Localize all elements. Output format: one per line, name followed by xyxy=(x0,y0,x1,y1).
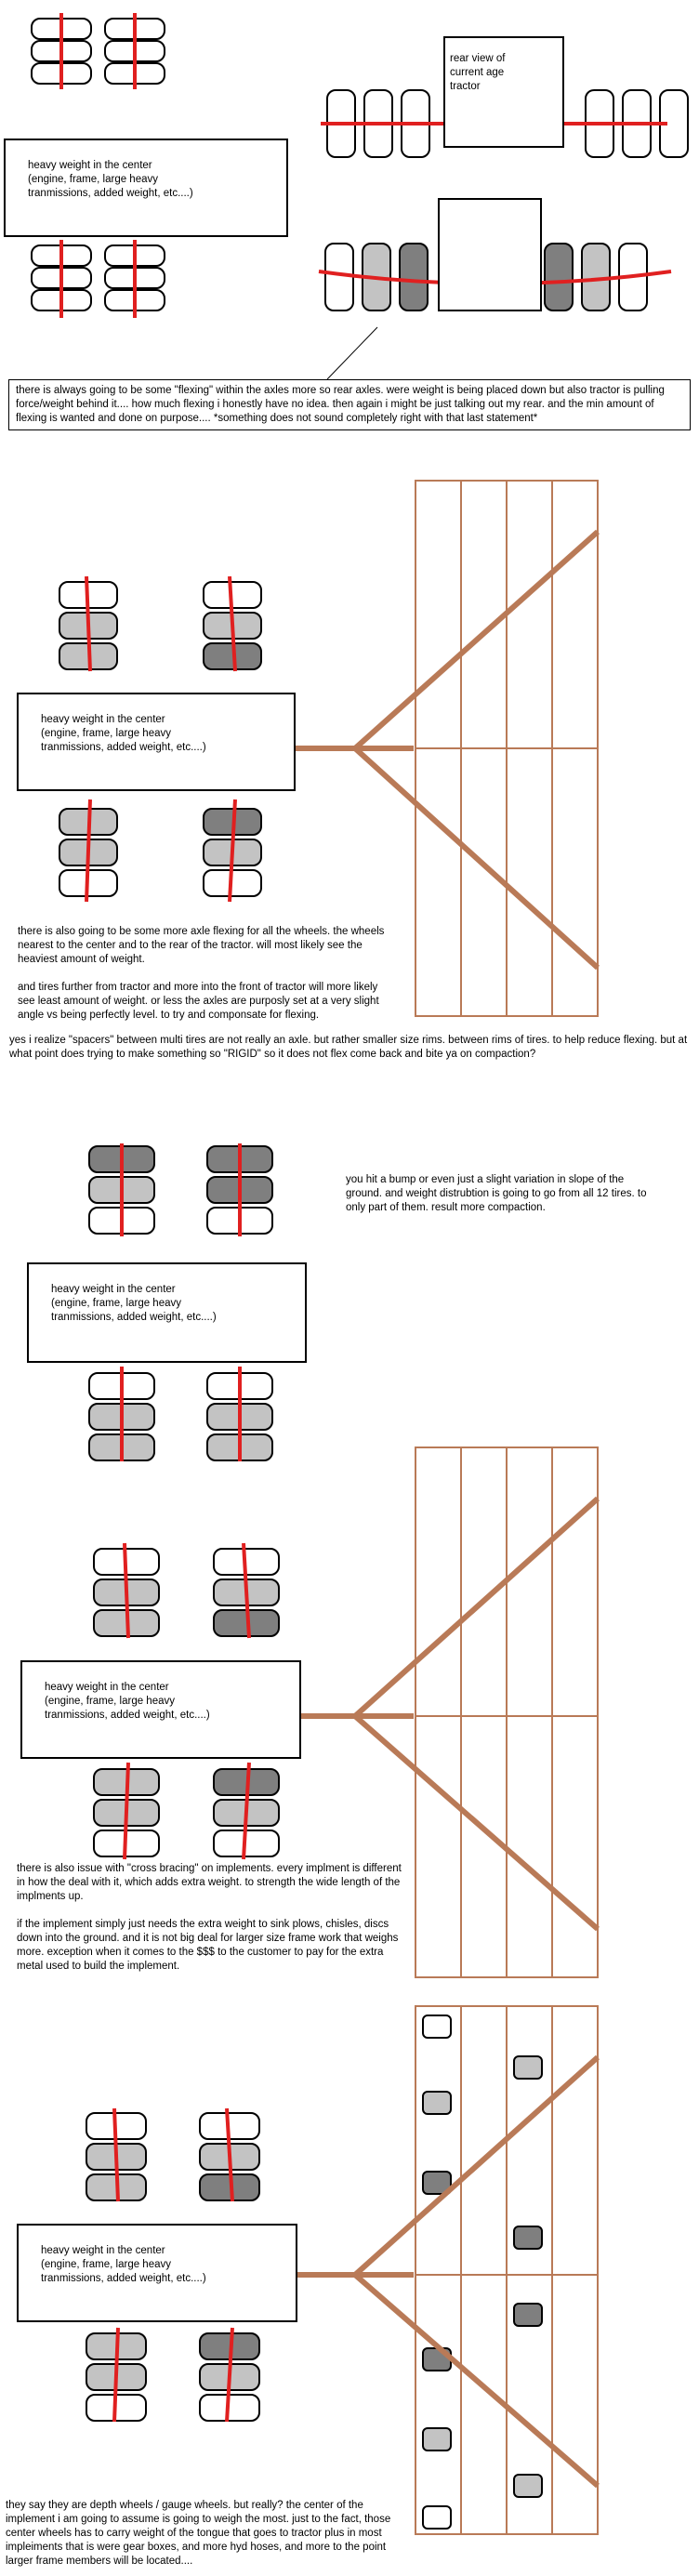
heavy-weight-box-2 xyxy=(17,693,296,791)
heavy-line-2: (engine, frame, large heavy xyxy=(45,1696,175,1707)
note-depth-wheels xyxy=(6,2499,396,2569)
frame-brace xyxy=(355,532,598,748)
gauge-wheel xyxy=(514,2226,542,2249)
heavy-line-1: heavy weight in the center xyxy=(41,2245,165,2256)
gauge-wheel xyxy=(514,2056,542,2079)
rear-view-line-3: tractor xyxy=(450,81,481,92)
frame-brace xyxy=(355,2275,598,2486)
heavy-line-1: heavy weight in the center xyxy=(51,1284,176,1295)
heavy-weight-box-1 xyxy=(4,139,288,237)
note-cross-bracing-para-2: if the implement simply just needs the extra weight to sink plows, chisles, discs down into the ground. and it is not big deal for larger size frame work that weighs more. exception when it comes to the $$$ to the customer to pay for the extra metal used to build the implement. xyxy=(17,1919,399,1972)
heavy-line-2: (engine, frame, large heavy xyxy=(41,2259,171,2270)
spacer xyxy=(18,967,389,981)
note-flexing-axles xyxy=(8,379,691,430)
gauge-wheel xyxy=(423,2092,451,2114)
note-spacers xyxy=(9,1034,692,1062)
note-bump-text: you hit a bump or even just a slight variation in slope of the ground. and weight distrubtion is going to go from all 12 tires. to only part of them. result more compaction. xyxy=(346,1174,647,1213)
frame-brace xyxy=(355,1499,598,1716)
gauge-wheel xyxy=(423,2015,451,2038)
heavy-weight-box-5 xyxy=(17,2224,297,2322)
tire xyxy=(400,244,428,310)
tractor-body-rear-flexed xyxy=(439,199,541,310)
note-axle-flex-para-1: there is also going to be some more axle flexing for all the wheels. the wheels nearest to the center and to the rear of the tractor. will most likely see the heaviest amount of weight. xyxy=(18,926,385,965)
spacer xyxy=(17,1904,407,1918)
heavy-line-2: (engine, frame, large heavy xyxy=(51,1298,181,1309)
frame-brace xyxy=(355,2057,598,2275)
heavy-weight-box-4 xyxy=(20,1660,301,1759)
note-axle-flex-para-2: and tires further from tractor and more into the front of tractor will more likely see least amount of weight. or less the axles are purposly set at a very slight angle vs being perfectly level. to try and componsate for flexing. xyxy=(18,982,379,1021)
note-flexing-axles-text: there is always going to be some "flexing" within the axles more so rear axles. were weight is being placed down but also tractor is pulling force/weight behind it.... how much flexing i honestly have no idea. then again i might be just talking out my rear. and the min amount of flexing is wanted and done on purpose.... *something does not sound completely right with that last statement* xyxy=(16,385,665,424)
pointer-line xyxy=(327,327,377,379)
note-cross-bracing-para-1: there is also issue with "cross bracing" on implements. every implment is different in how the deal with it, which adds extra weight. to strength the wide length of the implments up. xyxy=(17,1863,402,1902)
heavy-line-3: tranmissions, added weight, etc....) xyxy=(41,2273,206,2284)
heavy-line-1: heavy weight in the center xyxy=(28,160,152,171)
note-bump xyxy=(346,1173,653,1215)
heavy-weight-box-3 xyxy=(27,1262,307,1363)
heavy-line-3: tranmissions, added weight, etc....) xyxy=(28,188,193,199)
rear-view-label xyxy=(450,52,547,94)
heavy-line-3: tranmissions, added weight, etc....) xyxy=(45,1710,210,1721)
gauge-wheel xyxy=(423,2506,451,2529)
heavy-line-2: (engine, frame, large heavy xyxy=(41,728,171,739)
heavy-line-1: heavy weight in the center xyxy=(41,714,165,725)
implement-frame-group xyxy=(296,481,598,2534)
frame-brace xyxy=(355,748,598,968)
tire xyxy=(545,244,573,310)
heavy-line-3: tranmissions, added weight, etc....) xyxy=(41,742,206,753)
implement-frame-3 xyxy=(297,2006,598,2534)
gauge-wheel xyxy=(514,2475,542,2497)
heavy-line-3: tranmissions, added weight, etc....) xyxy=(51,1312,217,1323)
note-spacers-text: yes i realize "spacers" between multi tires are not really an axle. but rather smaller size rims. between rims of tires. to help reduce flexing. but at what point does trying to make something so "RIGID" so it does not flex come back and bite ya on compaction? xyxy=(9,1035,688,1060)
gauge-wheel xyxy=(514,2304,542,2326)
rear-view-line-1: rear view of xyxy=(450,53,506,64)
heavy-line-1: heavy weight in the center xyxy=(45,1682,169,1693)
note-axle-flex-wheels xyxy=(18,925,389,1023)
note-cross-bracing xyxy=(17,1862,407,1974)
note-depth-wheels-text: they say they are depth wheels / gauge wheels. but really? the center of the implement i am going to assume is going to weigh the most. just to the fact, those center wheels has to carry weight of the tongue that goes to tractor plus in most impleiments that is were gear boxes, and more hyd hoses, and more to the point larger frame members will be located.... xyxy=(6,2500,391,2567)
heavy-line-2: (engine, frame, large heavy xyxy=(28,174,158,185)
rear-view-line-2: current age xyxy=(450,67,505,78)
gauge-wheel xyxy=(423,2428,451,2451)
